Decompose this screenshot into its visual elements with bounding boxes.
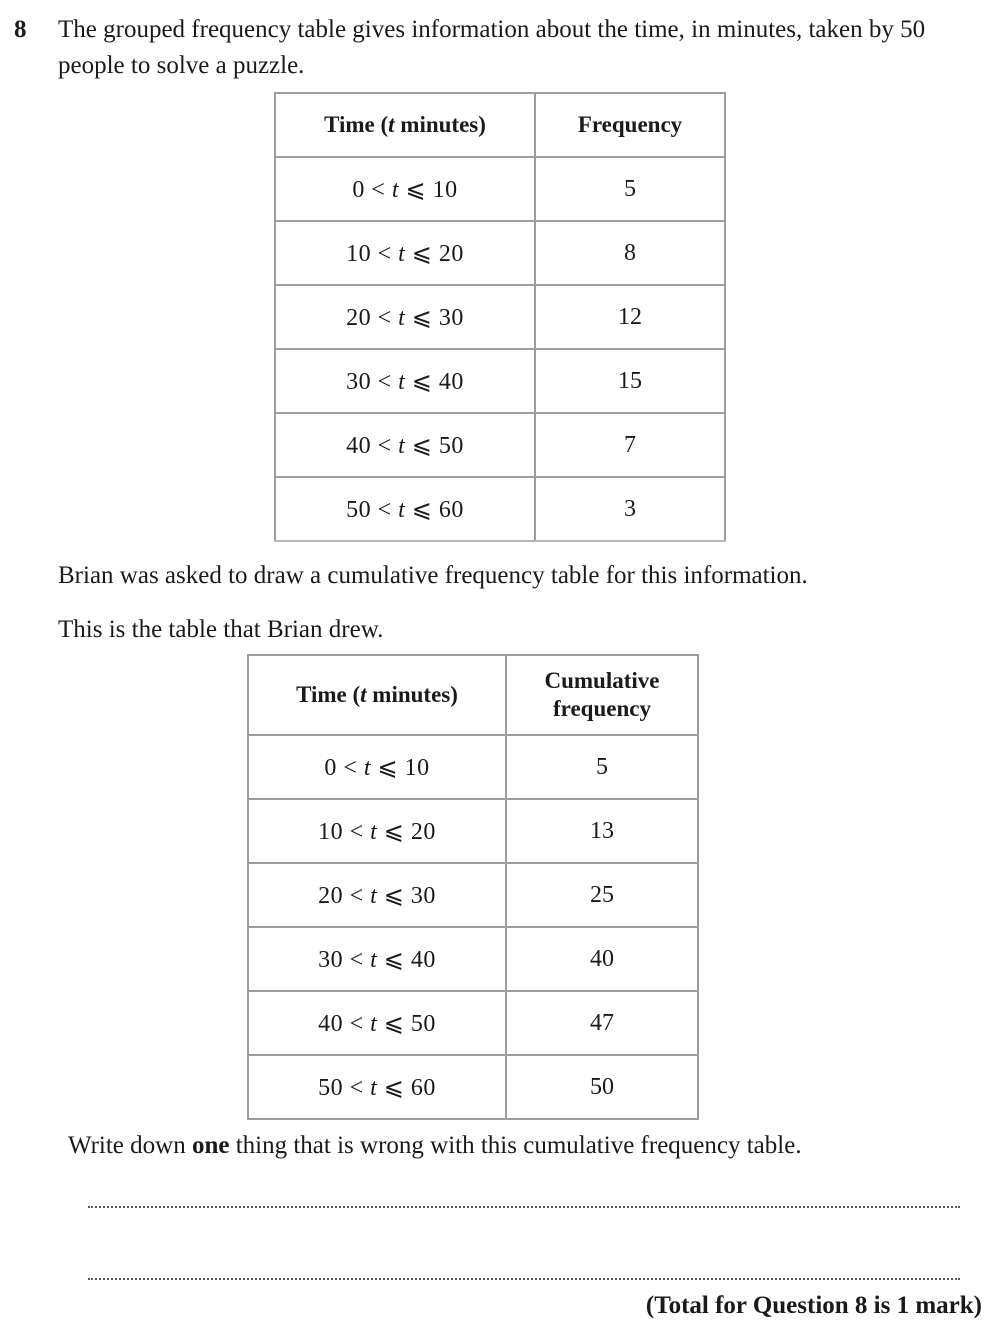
value-text: 40 [590,945,614,972]
table-two-header-cumulative-frequency [506,655,698,735]
this-is-table-sentence: This is the table that Brian drew. [58,616,384,643]
table-one-body [275,157,725,541]
instruction-suffix: thing that is wrong with this cumulative frequency table. [229,1132,802,1159]
header-time-prefix: Time ( [324,112,389,137]
table-two-header-time [248,655,506,735]
frequency-value-cell [535,221,725,285]
table-row [248,863,698,927]
cumulative-frequency-value-cell [506,863,698,927]
answer-line-2[interactable] [88,1278,960,1280]
range-upper: 20 [438,240,464,267]
time-range-cell [248,927,506,991]
range-upper: 60 [410,1074,436,1101]
range-upper: 40 [438,368,464,395]
header-time-prefix: Time ( [296,682,361,707]
header-cumulative-line-2: frequency [553,696,651,721]
variable-t: t [370,882,378,909]
table-row [248,1055,698,1119]
table-one-header-time [275,93,535,157]
question-number: 8 [14,16,27,43]
range-lower: 30 [346,368,372,395]
operator-less-than-or-equal: ⩽ [377,754,399,781]
range-lower: 0 [352,176,365,203]
operator-less-than-or-equal: ⩽ [411,304,433,331]
operator-less-than-or-equal: ⩽ [383,1010,405,1037]
table-two-body [248,735,698,1119]
table-row [275,157,725,221]
cumulative-frequency-value-cell [506,735,698,799]
table-row [275,477,725,541]
value-text: 13 [590,817,614,844]
value-text: 12 [618,303,642,330]
range-lower: 40 [318,1010,344,1037]
range-upper: 10 [404,754,430,781]
answer-line-1[interactable] [88,1206,960,1208]
variable-t: t [370,946,378,973]
value-text: 5 [624,175,636,202]
operator-less-than: < [377,432,392,459]
range-upper: 60 [438,496,464,523]
time-range-cell [248,799,506,863]
range-lower: 20 [318,882,344,909]
question-intro-block [0,12,1000,84]
brian-sentence: Brian was asked to draw a cumulative frequency table for this information. [58,562,808,589]
range-lower: 30 [318,946,344,973]
instruction-emphasis: one [191,1132,230,1159]
operator-less-than-or-equal: ⩽ [411,432,433,459]
frequency-value-cell [535,349,725,413]
operator-less-than-or-equal: ⩽ [383,1074,405,1101]
range-upper: 50 [410,1010,436,1037]
grouped-frequency-table [274,92,726,542]
range-lower: 20 [346,304,372,331]
operator-less-than: < [343,754,358,781]
variable-t: t [398,432,406,459]
operator-less-than-or-equal: ⩽ [383,882,405,909]
table-one-header-frequency: Frequency [535,93,725,157]
variable-t: t [398,368,406,395]
cumulative-frequency-value-cell [506,927,698,991]
operator-less-than: < [371,176,386,203]
operator-less-than-or-equal: ⩽ [383,818,405,845]
operator-less-than: < [377,368,392,395]
variable-t: t [398,240,406,267]
total-marks-footer: (Total for Question 8 is 1 mark) [645,1292,982,1319]
value-text: 25 [590,881,614,908]
cumulative-frequency-table [247,654,699,1120]
range-upper: 30 [438,304,464,331]
operator-less-than: < [349,882,364,909]
operator-less-than-or-equal: ⩽ [383,946,405,973]
header-cumulative-line-1: Cumulative [544,668,660,693]
operator-less-than-or-equal: ⩽ [411,368,433,395]
operator-less-than: < [349,818,364,845]
value-text: 7 [624,431,636,458]
instruction-prefix: Write down [68,1132,192,1159]
operator-less-than-or-equal: ⩽ [411,496,433,523]
table-row [275,285,725,349]
range-lower: 40 [346,432,372,459]
range-lower: 10 [346,240,372,267]
frequency-value-cell [535,285,725,349]
value-text: 50 [590,1073,614,1100]
variable-t: t [370,1074,378,1101]
time-range-cell [275,157,535,221]
header-time-suffix: minutes) [394,112,486,137]
time-range-cell [248,735,506,799]
range-upper: 30 [410,882,436,909]
time-range-cell [275,477,535,541]
table-header-row [275,93,725,157]
header-time-variable: t [360,682,367,707]
table-two-head [248,655,698,735]
time-range-cell [275,221,535,285]
operator-less-than-or-equal: ⩽ [405,176,427,203]
time-range-cell [248,863,506,927]
table-row [248,991,698,1055]
value-text: 5 [596,753,608,780]
range-upper: 20 [410,818,436,845]
value-text: 15 [618,367,642,394]
cumulative-frequency-value-cell [506,991,698,1055]
range-lower: 50 [318,1074,344,1101]
time-range-cell [248,1055,506,1119]
variable-t: t [398,304,406,331]
range-upper: 50 [438,432,464,459]
cumulative-frequency-value-cell [506,1055,698,1119]
time-range-cell [248,991,506,1055]
write-down-instruction [68,1128,802,1164]
table-row [248,799,698,863]
range-upper: 40 [410,946,436,973]
table-one-head [275,93,725,157]
table-row [248,735,698,799]
table-row [275,413,725,477]
table-row [275,221,725,285]
operator-less-than: < [377,304,392,331]
value-text: 8 [624,239,636,266]
operator-less-than: < [377,240,392,267]
variable-t: t [370,818,378,845]
frequency-value-cell [535,477,725,541]
table-row [248,927,698,991]
value-text: 47 [590,1009,614,1036]
operator-less-than: < [377,496,392,523]
table-row [275,349,725,413]
variable-t: t [370,1010,378,1037]
variable-t: t [391,176,400,203]
variable-t: t [398,496,406,523]
header-time-suffix: minutes) [366,682,458,707]
time-range-cell [275,413,535,477]
time-range-cell [275,349,535,413]
range-upper: 10 [432,176,458,203]
operator-less-than: < [349,946,364,973]
range-lower: 50 [346,496,372,523]
variable-t: t [363,754,372,781]
cumulative-frequency-value-cell [506,799,698,863]
value-text: 3 [624,495,636,522]
frequency-value-cell [535,413,725,477]
operator-less-than: < [349,1010,364,1037]
range-lower: 0 [324,754,337,781]
frequency-value-cell [535,157,725,221]
question-intro-text: The grouped frequency table gives information about the time, in minutes, taken by 50 people to solve a puzzle. [58,16,926,79]
operator-less-than: < [349,1074,364,1101]
time-range-cell [275,285,535,349]
header-time-variable: t [388,112,395,137]
table-header-row [248,655,698,735]
range-lower: 10 [318,818,344,845]
operator-less-than-or-equal: ⩽ [411,240,433,267]
